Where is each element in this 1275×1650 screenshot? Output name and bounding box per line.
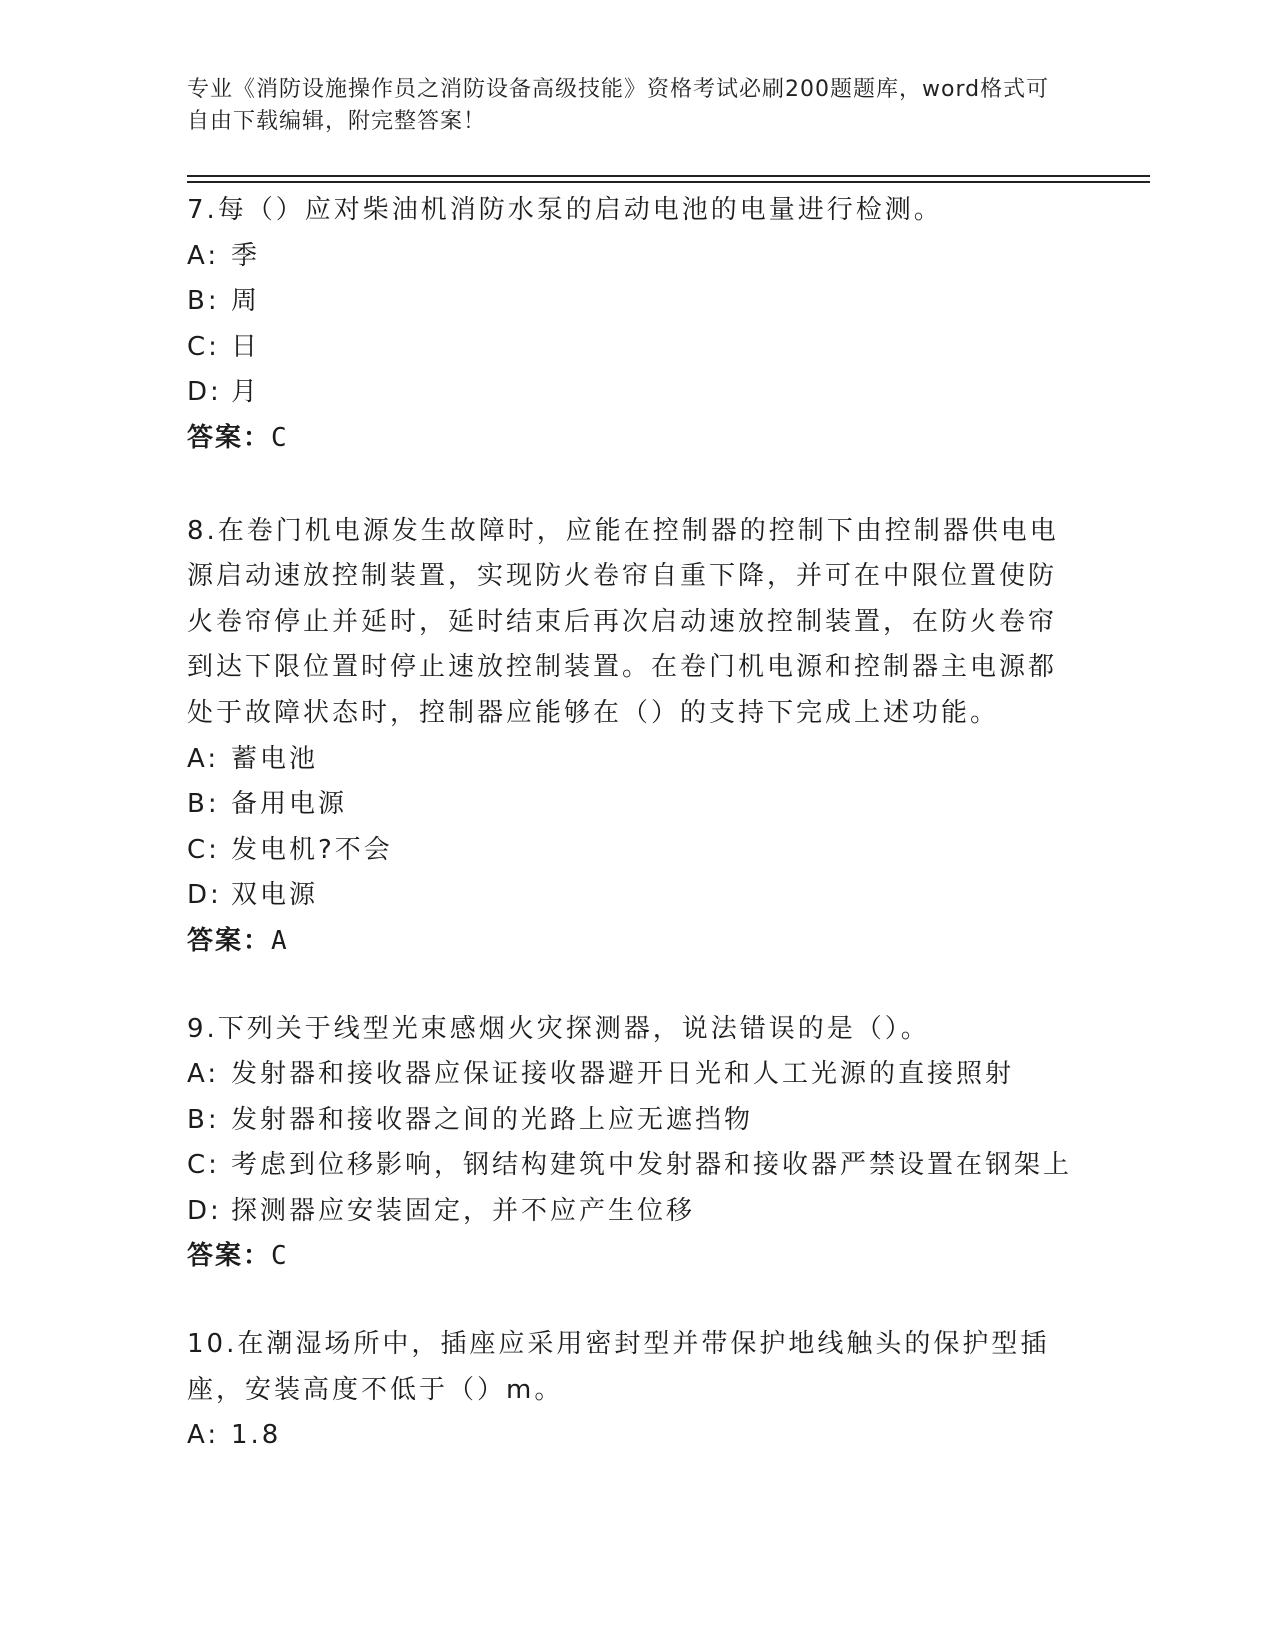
option-d bbox=[187, 1189, 1077, 1235]
option-text: 发电机?不会 bbox=[231, 834, 393, 865]
option-letter: A: bbox=[187, 240, 220, 271]
option-text: 双电源 bbox=[231, 880, 319, 911]
option-b bbox=[187, 1098, 1077, 1144]
option-letter: A: bbox=[187, 1420, 220, 1451]
option-b bbox=[187, 782, 1077, 828]
header-rule-top bbox=[187, 175, 1150, 177]
answer-line bbox=[187, 1234, 1077, 1280]
option-letter: A: bbox=[187, 1059, 220, 1090]
option-letter: D: bbox=[187, 880, 222, 911]
option-text: 备用电源 bbox=[231, 789, 348, 820]
question-10 bbox=[187, 1322, 1077, 1459]
option-c bbox=[187, 828, 1077, 874]
option-letter: D: bbox=[187, 377, 222, 408]
option-a bbox=[187, 737, 1077, 783]
option-letter: C: bbox=[187, 834, 220, 865]
answer-label: 答案： bbox=[187, 925, 272, 956]
question-9 bbox=[187, 1007, 1077, 1281]
option-d bbox=[187, 873, 1077, 919]
option-letter: C: bbox=[187, 1150, 220, 1181]
question-stem: 7.每（）应对柴油机消防水泵的启动电池的电量进行检测。 bbox=[187, 195, 943, 225]
option-text: 考虑到位移影响，钢结构建筑中发射器和接收器严禁设置在钢架上 bbox=[231, 1150, 1073, 1181]
question-list bbox=[187, 188, 1077, 1459]
option-letter: C: bbox=[187, 331, 220, 362]
question-stem: 10.在潮湿场所中，插座应采用密封型并带保护地线触头的保护型插座，安装高度不低于（）m。 bbox=[187, 1329, 1050, 1405]
option-letter: B: bbox=[187, 1104, 220, 1135]
option-b bbox=[187, 279, 1077, 325]
option-c bbox=[187, 325, 1077, 371]
answer-label: 答案： bbox=[187, 1241, 272, 1272]
option-text: 日 bbox=[231, 331, 261, 362]
option-text: 周 bbox=[231, 286, 261, 317]
option-text: 蓄电池 bbox=[231, 743, 319, 774]
question-7 bbox=[187, 188, 1077, 462]
answer-value: A bbox=[271, 925, 289, 956]
option-a bbox=[187, 234, 1077, 280]
answer-value: C bbox=[271, 1241, 289, 1272]
question-stem: 9.下列关于线型光束感烟火灾探测器，说法错误的是（）。 bbox=[187, 1013, 930, 1044]
option-letter: A: bbox=[187, 743, 220, 774]
option-text: 1.8 bbox=[231, 1420, 282, 1451]
header-rule-bottom bbox=[187, 181, 1150, 183]
answer-label: 答案： bbox=[187, 422, 272, 453]
question-stem: 8.在卷门机电源发生故障时，应能在控制器的控制下由控制器供电电源启动速放控制装置，实现防火卷帘自重下降，并可在中限位置使防火卷帘停止并延时，延时结束后再次启动速放控制装置，在防火卷帘到达下限位置时停止速放控制装置。在卷门机电源和控制器主电源都处于故障状态时，控制器应能够在（）的支持下完成上述功能。 bbox=[187, 515, 1059, 728]
option-letter: D: bbox=[187, 1195, 222, 1226]
option-letter: B: bbox=[187, 789, 220, 820]
answer-line bbox=[187, 416, 1077, 462]
document-header: 专业《消防设施操作员之消防设备高级技能》资格考试必刷200题题库，word格式可自由下载编辑，附完整答案！ bbox=[187, 77, 1050, 134]
option-c bbox=[187, 1143, 1077, 1189]
option-text: 季 bbox=[231, 240, 261, 271]
option-letter: B: bbox=[187, 286, 220, 317]
option-a bbox=[187, 1413, 1077, 1459]
question-8 bbox=[187, 509, 1077, 965]
option-text: 月 bbox=[231, 377, 261, 408]
option-text: 发射器和接收器之间的光路上应无遮挡物 bbox=[231, 1104, 754, 1135]
option-d bbox=[187, 370, 1077, 416]
option-text: 探测器应安装固定，并不应产生位移 bbox=[231, 1195, 696, 1226]
answer-value: C bbox=[271, 422, 289, 453]
option-a bbox=[187, 1052, 1077, 1098]
option-text: 发射器和接收器应保证接收器避开日光和人工光源的直接照射 bbox=[231, 1059, 1015, 1090]
answer-line bbox=[187, 919, 1077, 965]
